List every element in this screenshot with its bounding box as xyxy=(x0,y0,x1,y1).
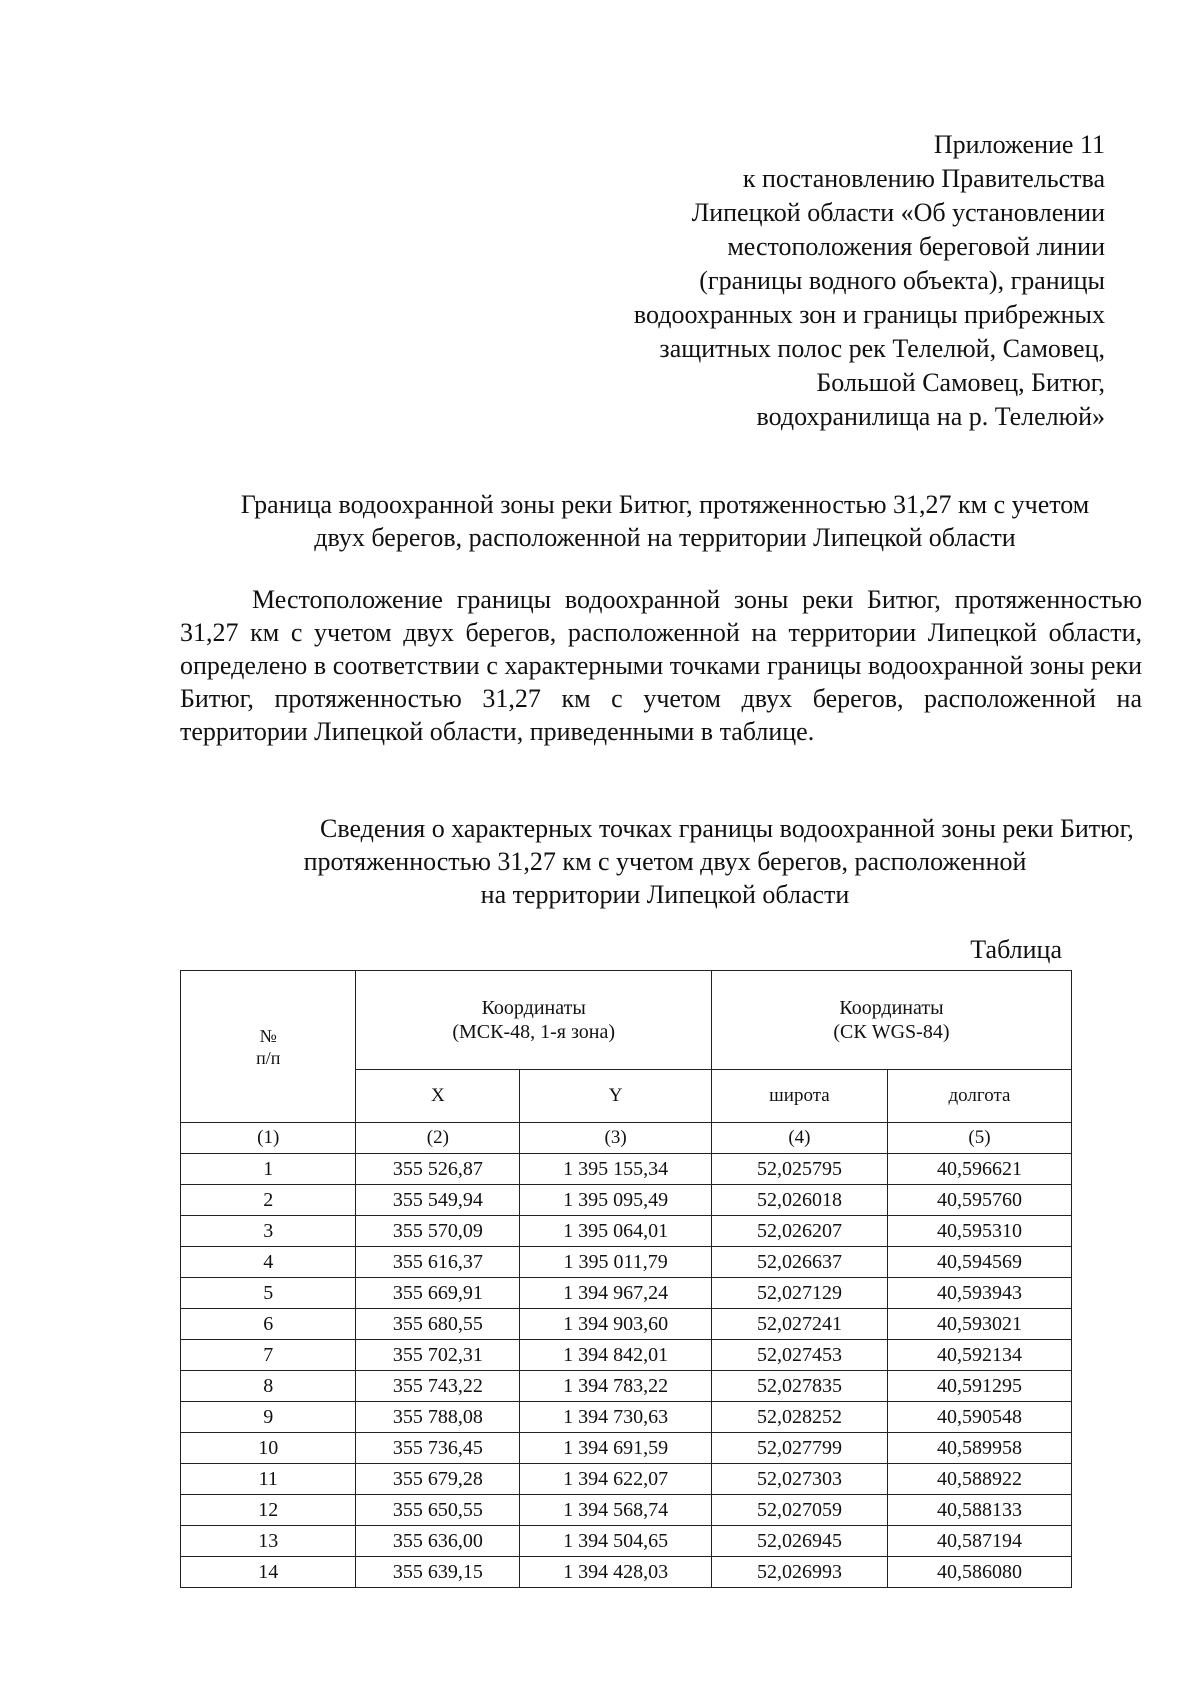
cell-number: 13 xyxy=(181,1526,356,1557)
table-row xyxy=(181,1154,1072,1185)
cell-number: 1 xyxy=(181,1154,356,1185)
header-num-label: п/п xyxy=(256,1047,281,1068)
cell-longitude: 40,593943 xyxy=(887,1278,1071,1309)
cell-y: 1 394 691,59 xyxy=(520,1433,712,1464)
header-msk48-coordinates xyxy=(356,971,711,1070)
cell-number: 7 xyxy=(181,1340,356,1371)
cell-y: 1 394 967,24 xyxy=(520,1278,712,1309)
table-row xyxy=(181,1433,1072,1464)
cell-longitude: 40,594569 xyxy=(887,1247,1071,1278)
column-index: (3) xyxy=(520,1123,712,1154)
cell-latitude: 52,027303 xyxy=(711,1464,887,1495)
header-latitude: широта xyxy=(711,1070,887,1123)
table-label: Таблица xyxy=(970,935,1062,964)
cell-latitude: 52,026207 xyxy=(711,1216,887,1247)
title-line-2: двух берегов, расположенной на территории Липецкой области xyxy=(314,523,1016,552)
cell-latitude: 52,027129 xyxy=(711,1278,887,1309)
column-index: (2) xyxy=(356,1123,520,1154)
body-paragraph: Местоположение границы водоохранной зоны реки Битюг, протяженностью 31,27 км с учетом двух берегов, расположенной на территории Липецкой области, определено в соответствии с характерными точками границы водоохранной зоны реки Битюг, протяженностью 31,27 км с учетом двух берегов, расположенной на территории Липецкой области, приведенными в таблице. xyxy=(180,585,1142,746)
appendix-line: Приложение 11 xyxy=(933,130,1105,159)
appendix-line: водохранилища на р. Телелюй» xyxy=(756,402,1105,431)
table-row xyxy=(181,1402,1072,1433)
cell-longitude: 40,595310 xyxy=(887,1216,1071,1247)
appendix-line: местоположения береговой линии xyxy=(727,232,1105,261)
header-num-symbol: № xyxy=(259,1025,277,1046)
table-row xyxy=(181,1495,1072,1526)
header-msk48-title: Координаты xyxy=(481,997,586,1019)
cell-number: 6 xyxy=(181,1309,356,1340)
cell-x: 355 570,09 xyxy=(356,1216,520,1247)
cell-number: 9 xyxy=(181,1402,356,1433)
cell-longitude: 40,587194 xyxy=(887,1526,1071,1557)
cell-number: 2 xyxy=(181,1185,356,1216)
cell-latitude: 52,025795 xyxy=(711,1154,887,1185)
cell-x: 355 679,28 xyxy=(356,1464,520,1495)
cell-number: 4 xyxy=(181,1247,356,1278)
appendix-line: защитных полос рек Телелюй, Самовец, xyxy=(659,334,1105,363)
cell-x: 355 636,00 xyxy=(356,1526,520,1557)
cell-y: 1 394 568,74 xyxy=(520,1495,712,1526)
cell-longitude: 40,593021 xyxy=(887,1309,1071,1340)
cell-longitude: 40,588922 xyxy=(887,1464,1071,1495)
header-msk48-system: (МСК-48, 1-я зона) xyxy=(452,1021,615,1043)
cell-x: 355 702,31 xyxy=(356,1340,520,1371)
cell-y: 1 395 064,01 xyxy=(520,1216,712,1247)
table-row xyxy=(181,1464,1072,1495)
cell-longitude: 40,586080 xyxy=(887,1557,1071,1588)
table-row xyxy=(181,1371,1072,1402)
document-title xyxy=(180,488,1150,554)
cell-y: 1 395 011,79 xyxy=(520,1247,712,1278)
cell-y: 1 394 903,60 xyxy=(520,1309,712,1340)
header-x: X xyxy=(356,1070,520,1123)
cell-number: 5 xyxy=(181,1278,356,1309)
column-index: (1) xyxy=(181,1123,356,1154)
table-row xyxy=(181,1247,1072,1278)
cell-y: 1 394 842,01 xyxy=(520,1340,712,1371)
table-row xyxy=(181,1278,1072,1309)
appendix-line: к постановлению Правительства xyxy=(742,164,1105,193)
cell-latitude: 52,028252 xyxy=(711,1402,887,1433)
cell-longitude: 40,596621 xyxy=(887,1154,1071,1185)
table-row xyxy=(181,1185,1072,1216)
header-wgs84-coordinates xyxy=(711,971,1071,1070)
column-index: (4) xyxy=(711,1123,887,1154)
header-wgs84-title: Координаты xyxy=(839,997,944,1019)
cell-y: 1 394 504,65 xyxy=(520,1526,712,1557)
cell-y: 1 395 155,34 xyxy=(520,1154,712,1185)
header-wgs84-system: (СК WGS-84) xyxy=(833,1021,950,1043)
cell-latitude: 52,026945 xyxy=(711,1526,887,1557)
cell-number: 12 xyxy=(181,1495,356,1526)
cell-y: 1 394 730,63 xyxy=(520,1402,712,1433)
cell-number: 8 xyxy=(181,1371,356,1402)
column-index: (5) xyxy=(887,1123,1071,1154)
title-line-1: Граница водоохранной зоны реки Битюг, протяженностью 31,27 км с учетом xyxy=(240,490,1090,519)
cell-latitude: 52,026018 xyxy=(711,1185,887,1216)
cell-latitude: 52,027059 xyxy=(711,1495,887,1526)
cell-longitude: 40,592134 xyxy=(887,1340,1071,1371)
cell-number: 11 xyxy=(181,1464,356,1495)
cell-longitude: 40,591295 xyxy=(887,1371,1071,1402)
cell-number: 14 xyxy=(181,1557,356,1588)
cell-x: 355 788,08 xyxy=(356,1402,520,1433)
appendix-line: водоохранных зон и границы прибрежных xyxy=(633,300,1105,329)
cell-y: 1 394 622,07 xyxy=(520,1464,712,1495)
appendix-line: (границы водного объекта), границы xyxy=(699,266,1105,295)
appendix-line: Липецкой области «Об установлении xyxy=(691,198,1105,227)
table-row xyxy=(181,1526,1072,1557)
cell-y: 1 394 428,03 xyxy=(520,1557,712,1588)
cell-x: 355 650,55 xyxy=(356,1495,520,1526)
cell-latitude: 52,027835 xyxy=(711,1371,887,1402)
appendix-line: Большой Самовец, Битюг, xyxy=(816,368,1105,397)
header-row-number xyxy=(181,971,356,1123)
cell-longitude: 40,595760 xyxy=(887,1185,1071,1216)
cell-latitude: 52,027799 xyxy=(711,1433,887,1464)
coordinates-table xyxy=(180,970,1072,1588)
caption-line-3: на территории Липецкой области xyxy=(480,880,850,909)
cell-x: 355 639,15 xyxy=(356,1557,520,1588)
caption-line-2: протяженностью 31,27 км с учетом двух берегов, расположенной xyxy=(303,847,1027,876)
cell-y: 1 394 783,22 xyxy=(520,1371,712,1402)
cell-x: 355 736,45 xyxy=(356,1433,520,1464)
cell-x: 355 616,37 xyxy=(356,1247,520,1278)
table-row xyxy=(181,1340,1072,1371)
table-row xyxy=(181,1216,1072,1247)
cell-longitude: 40,589958 xyxy=(887,1433,1071,1464)
header-y: Y xyxy=(520,1070,712,1123)
cell-latitude: 52,027241 xyxy=(711,1309,887,1340)
table-row xyxy=(181,1309,1072,1340)
cell-x: 355 680,55 xyxy=(356,1309,520,1340)
cell-y: 1 395 095,49 xyxy=(520,1185,712,1216)
cell-x: 355 526,87 xyxy=(356,1154,520,1185)
header-longitude: долгота xyxy=(887,1070,1071,1123)
cell-longitude: 40,590548 xyxy=(887,1402,1071,1433)
cell-latitude: 52,026637 xyxy=(711,1247,887,1278)
cell-latitude: 52,027453 xyxy=(711,1340,887,1371)
cell-latitude: 52,026993 xyxy=(711,1557,887,1588)
cell-number: 10 xyxy=(181,1433,356,1464)
table-row xyxy=(181,1557,1072,1588)
table-caption xyxy=(180,812,1150,911)
cell-x: 355 669,91 xyxy=(356,1278,520,1309)
cell-x: 355 743,22 xyxy=(356,1371,520,1402)
cell-longitude: 40,588133 xyxy=(887,1495,1071,1526)
cell-number: 3 xyxy=(181,1216,356,1247)
appendix-header xyxy=(545,128,1105,434)
cell-x: 355 549,94 xyxy=(356,1185,520,1216)
caption-line-1: Сведения о характерных точках границы водоохранной зоны реки Битюг, xyxy=(320,814,1134,843)
